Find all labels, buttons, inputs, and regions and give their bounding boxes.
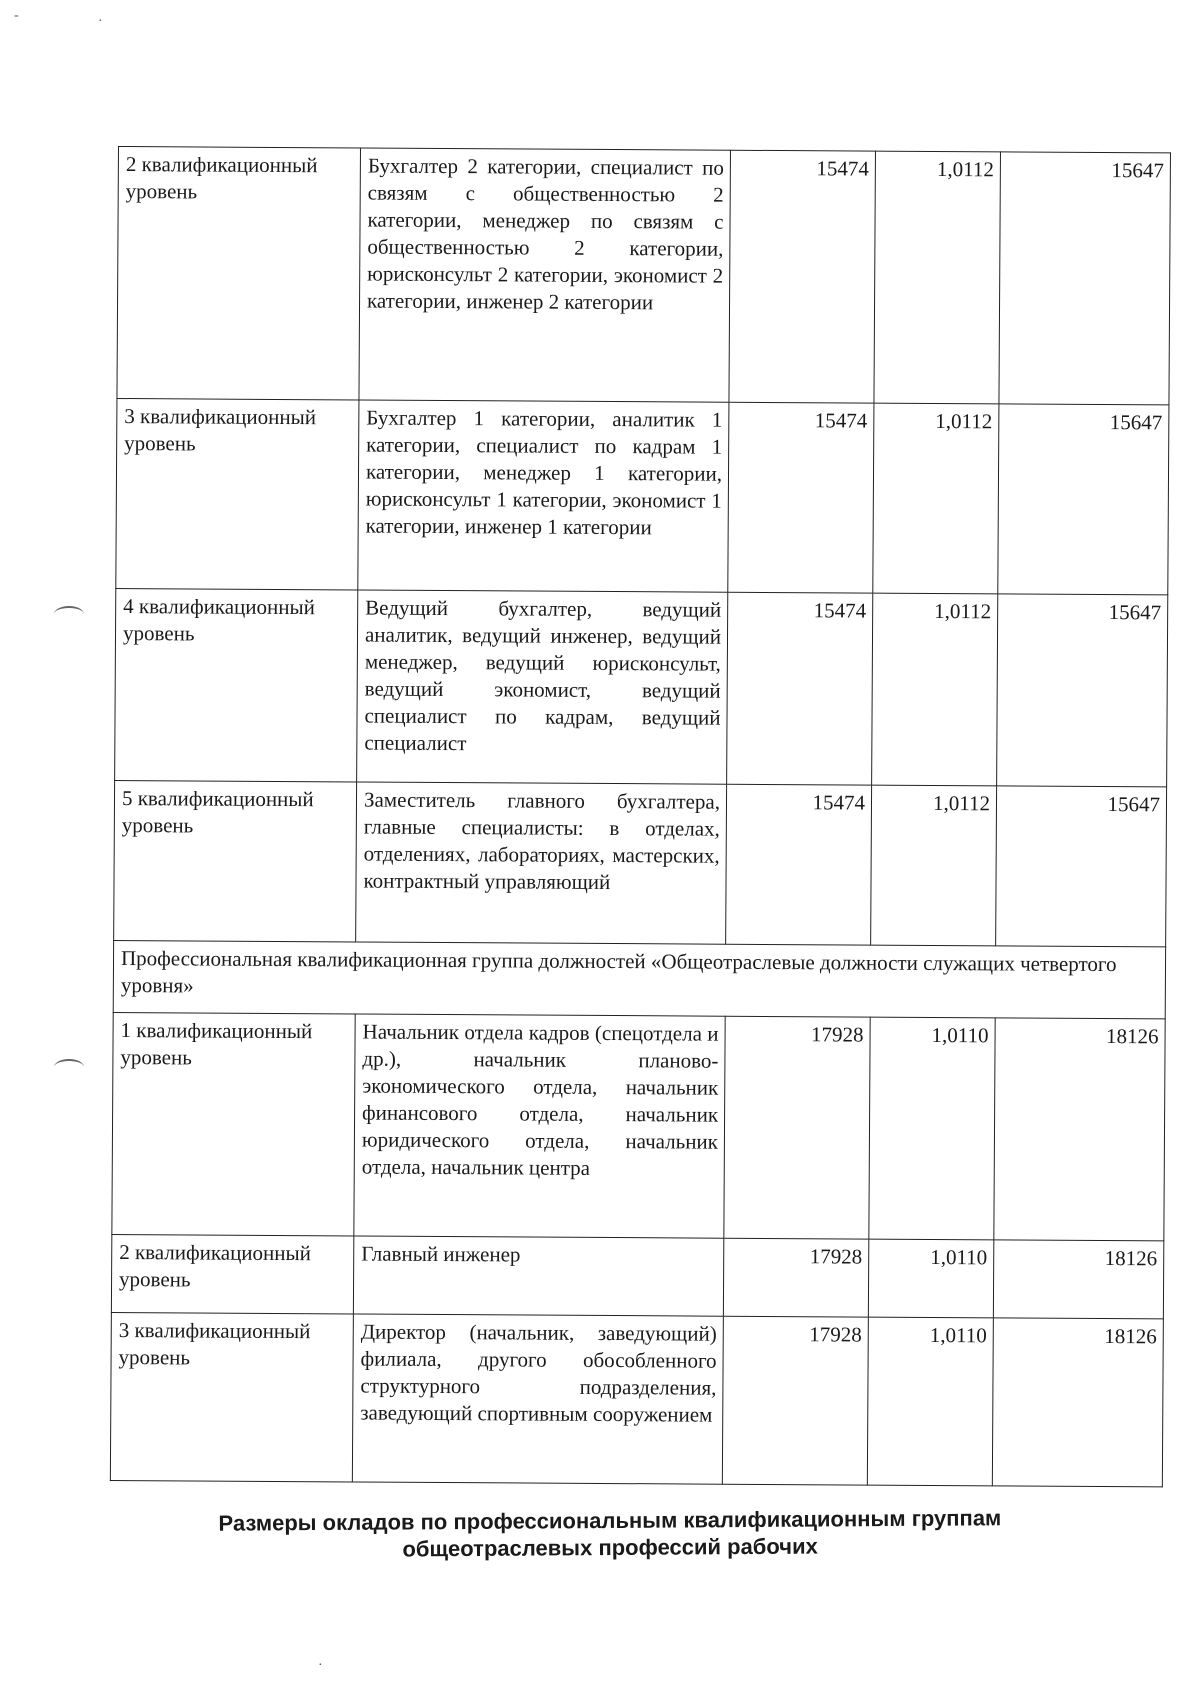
salary-cell: 15647 [996, 786, 1167, 947]
level-cell: 2 квалификационный уровень [117, 147, 361, 400]
positions-cell: Директор (начальник, заведующий) филиала, другого обособленного структурного подразделения, заведующий спортивным сооружением [352, 1314, 723, 1484]
table-row [112, 1012, 1165, 1240]
salary-cell: 15647 [997, 594, 1168, 787]
salary-cell: 15647 [998, 404, 1169, 595]
scan-mark [54, 1059, 84, 1075]
coefficient-cell: 1,0112 [874, 151, 1001, 404]
scan-speck: · [318, 1658, 323, 1673]
positions-cell: Ведущий бухгалтер, ведущий аналитик, ведущий инженер, ведущий менеджер, ведущий юрисконсульт, ведущий экономист, ведущий специалист по кадрам, ведущий специалист [357, 590, 728, 784]
table-row [115, 588, 1168, 786]
table-row [114, 780, 1167, 946]
base-salary-cell: 15474 [726, 784, 872, 945]
group-row [113, 940, 1165, 1018]
base-salary-cell: 17928 [723, 1238, 868, 1317]
base-salary-cell: 17928 [724, 1016, 870, 1239]
section-heading: Размеры окладов по профессиональным квалификационным группам общеотраслевых профессий рабочих [218, 1505, 1002, 1562]
table-row [110, 1312, 1163, 1486]
table-row [117, 147, 1171, 405]
scan-mark [54, 606, 84, 622]
base-salary-cell: 15474 [727, 592, 873, 785]
level-cell: 3 квалификационный уровень [116, 398, 359, 589]
positions-cell: Бухгалтер 1 категории, аналитик 1 категории, специалист по кадрам 1 категории, менеджер 1 категории, юрисконсульт 1 категории, экономист 1 категории, инженер 1 категории [358, 400, 729, 592]
coefficient-cell: 1,0110 [867, 1317, 993, 1486]
positions-cell: Бухгалтер 2 категории, специалист по связям с общественностью 2 категории, менеджер по связям с общественностью 2 категории, юрисконсульт 2 категории, экономист 2 категории, инженер 2 категории [359, 148, 731, 402]
group-title: Профессиональная квалификационная группа должностей «Общеотраслевые должности служащих четвертого уровня» [113, 940, 1165, 1018]
level-cell: 3 квалификационный уровень [110, 1312, 353, 1481]
table-row [116, 398, 1169, 594]
table-row [111, 1234, 1163, 1318]
coefficient-cell: 1,0112 [871, 785, 997, 946]
salary-table [110, 146, 1171, 1487]
level-cell: 5 квалификационный уровень [114, 780, 357, 941]
coefficient-cell: 1,0112 [872, 593, 998, 786]
scan-speck: - [14, 8, 19, 23]
salary-cell: 18126 [994, 1018, 1165, 1241]
positions-cell: Главный инженер [353, 1236, 723, 1316]
coefficient-cell: 1,0110 [869, 1017, 995, 1240]
scan-speck: · [98, 14, 103, 29]
positions-cell: Заместитель главного бухгалтера, главные специалисты: в отделах, отделениях, лабораториях, мастерских, контрактный управляющий [356, 782, 727, 944]
salary-cell: 18126 [992, 1318, 1163, 1487]
base-salary-cell: 17928 [722, 1316, 868, 1485]
base-salary-cell: 15474 [728, 402, 874, 593]
coefficient-cell: 1,0110 [868, 1239, 993, 1318]
level-cell: 1 квалификационный уровень [112, 1012, 355, 1235]
level-cell: 2 квалификационный уровень [111, 1234, 353, 1313]
base-salary-cell: 15474 [729, 150, 876, 403]
coefficient-cell: 1,0112 [873, 403, 999, 594]
salary-cell: 15647 [999, 152, 1171, 405]
salary-cell: 18126 [993, 1240, 1163, 1319]
level-cell: 4 квалификационный уровень [115, 588, 358, 781]
positions-cell: Начальник отдела кадров (спецотдела и др.), начальник планово-экономического отдела, начальник финансового отдела, начальник юридического отдела, начальник отдела, начальник центра [354, 1014, 725, 1238]
